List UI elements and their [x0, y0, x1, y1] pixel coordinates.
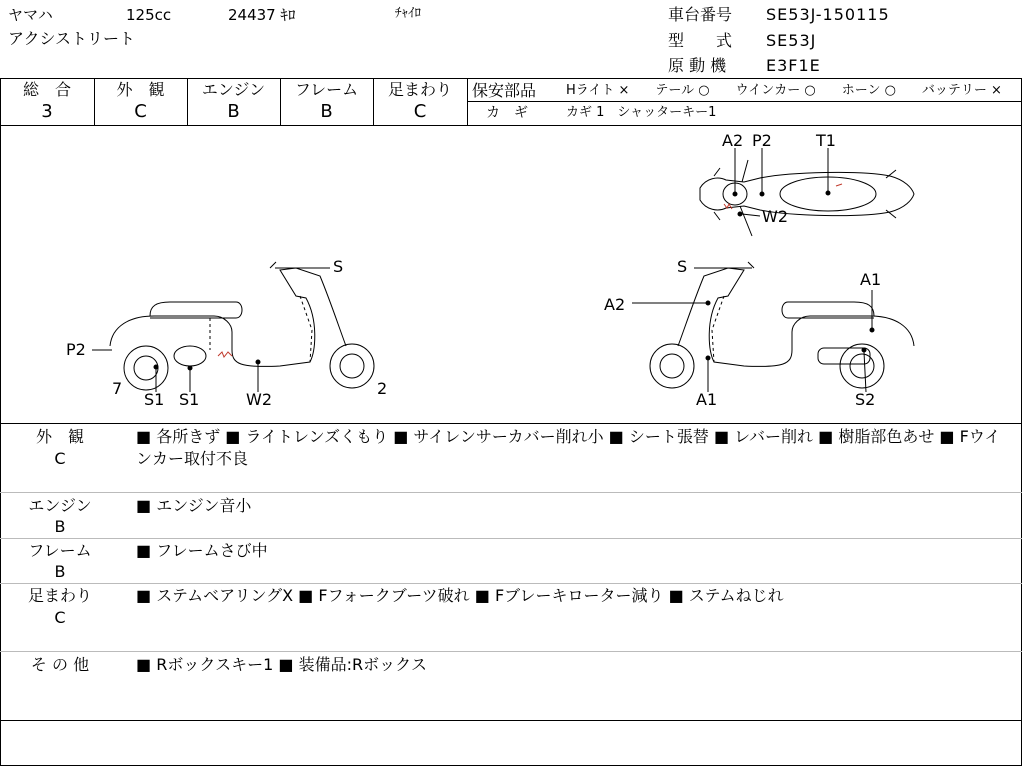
- label-top-p2: P2: [752, 131, 772, 150]
- grade-engine-label: エンジン: [201, 80, 266, 99]
- scooter-left-view: [92, 262, 374, 392]
- label-top-w2: W2: [762, 207, 788, 226]
- divider: [0, 538, 1022, 539]
- label-top-a2: A2: [722, 131, 744, 150]
- mileage: 24437 ｷﾛ: [228, 6, 296, 24]
- divider: [0, 720, 1022, 721]
- engine-label: 原 動 機: [668, 56, 727, 75]
- label-right-a1b: A1: [696, 390, 718, 409]
- label-top-t1: T1: [816, 131, 836, 150]
- key-text: カギ 1 シャッターキー1: [566, 105, 717, 120]
- section-other-text: ■ Rボックスキー1 ■ 装備品:Rボックス: [136, 655, 427, 674]
- divider: [467, 101, 1022, 102]
- divider: [0, 423, 1022, 424]
- grade-suspension-label: 足まわり: [387, 80, 452, 99]
- label-left-p2: P2: [66, 340, 86, 359]
- section-exterior-text: ■ 各所きず ■ ライトレンズくもり ■ サイレンサーカバー削れ小 ■ シート張替 ■ レバー削れ ■ 樹脂部色あせ ■ Fウインカー取付不良: [136, 427, 1001, 468]
- divider: [467, 78, 468, 125]
- divider: [0, 651, 1022, 652]
- grade-exterior: C: [134, 101, 147, 122]
- grade-suspension: C: [413, 101, 427, 122]
- label-left-s1b: S1: [179, 390, 200, 409]
- section-engine-text: ■ エンジン音小: [136, 496, 252, 515]
- section-engine-title: エンジン: [28, 496, 92, 515]
- grade-frame-label: フレーム: [294, 80, 359, 99]
- label-right-a2: A2: [604, 295, 626, 314]
- safety-items: Hライト × テール ○ ウインカー ○ ホーン ○ バッテリー ×: [566, 83, 1002, 98]
- key-label: カ ギ: [486, 105, 528, 121]
- grade-overall-label: 総 合: [22, 80, 71, 99]
- model-label: 型 式: [668, 31, 733, 50]
- model-name: アクシストリート: [8, 29, 136, 48]
- section-frame-title: フレーム: [28, 541, 92, 560]
- safety-label: 保安部品: [472, 81, 537, 100]
- label-right-s: S: [677, 257, 688, 276]
- scooter-top-view: [700, 148, 914, 236]
- divider: [0, 583, 1022, 584]
- engine-code: E3F1E: [766, 56, 821, 75]
- section-suspension-grade: C: [54, 608, 66, 627]
- frame-no: SE53J-150115: [766, 5, 890, 24]
- label-left-s1a: S1: [144, 390, 165, 409]
- label-left-2: 2: [377, 379, 388, 398]
- grade-frame: B: [320, 101, 333, 122]
- label-left-w2: W2: [246, 390, 272, 409]
- section-engine-grade: B: [54, 517, 66, 536]
- divider: [0, 492, 1022, 493]
- color: ﾁｬｲﾛ: [395, 6, 421, 21]
- section-exterior-grade: C: [54, 449, 66, 468]
- section-exterior-title: 外 観: [35, 427, 84, 446]
- frame-no-label: 車台番号: [668, 5, 733, 24]
- label-right-s2: S2: [855, 390, 876, 409]
- section-suspension-text: ■ ステムベアリングX ■ Fフォークブーツ破れ ■ Fブレーキローター減り ■ ステムねじれ: [136, 586, 784, 605]
- section-frame-grade: B: [54, 562, 66, 581]
- grade-overall: 3: [41, 101, 53, 122]
- label-left-s: S: [333, 257, 344, 276]
- displacement: 125cc: [126, 6, 172, 24]
- label-right-a1: A1: [860, 270, 882, 289]
- maker: ヤマハ: [8, 6, 53, 24]
- model-code: SE53J: [766, 31, 817, 50]
- grade-exterior-label: 外 観: [116, 80, 165, 99]
- section-frame-text: ■ フレームさび中: [136, 541, 268, 560]
- section-suspension-title: 足まわり: [27, 586, 92, 605]
- section-other-title: そ の 他: [30, 655, 90, 674]
- label-left-7: 7: [112, 379, 123, 398]
- grade-engine: B: [227, 101, 240, 122]
